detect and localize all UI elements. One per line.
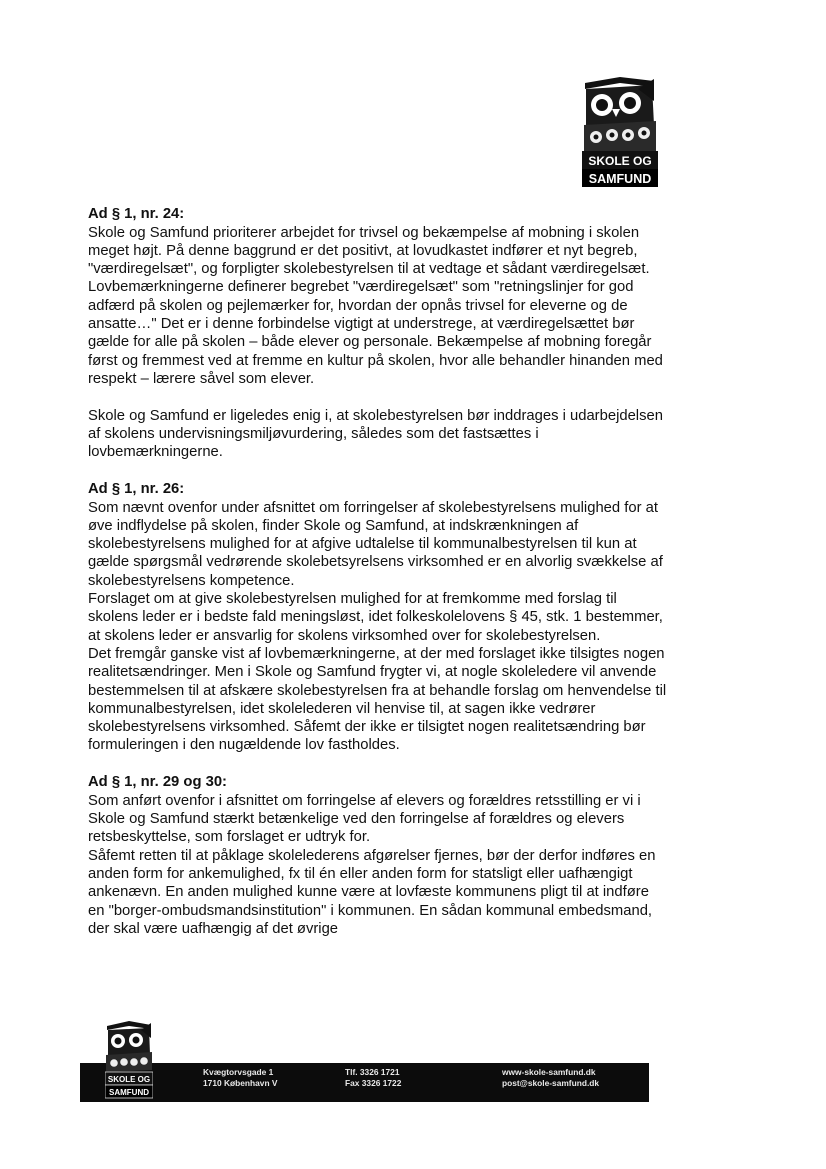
paragraph-gap: [88, 388, 668, 407]
footer-email-link[interactable]: post@skole-samfund.dk: [502, 1077, 600, 1088]
footer-contact: [502, 1067, 599, 1088]
footer-web-link[interactable]: www-skole-samfund.dk: [502, 1067, 596, 1077]
section-heading-1: Ad § 1, nr. 24:: [88, 206, 185, 222]
footer-logo-line2: SAMFUND: [109, 1088, 149, 1097]
section2-paragraph-1: Som nævnt ovenfor under afsnittet om forringelser af skolebestyrelsens mulighed for at øve indflydelse på skolen, finder Skole og Samfund, at indskrænkningen af skolebestyrelsens mulighed for at afgive udtalelse til kommunalbestyrelsen til kun at gælde spørgsmål vedrørende skolebetsyrelsens virksomhed er en alvorlig svækkelse af skolebestyrelsens kompetence.: [88, 499, 663, 589]
footer-fax: Fax 3326 1722: [345, 1077, 402, 1088]
section1-paragraph-1: Skole og Samfund prioriterer arbejdet for trivsel og bekæmpelse af mobning i skolen meget højt. På denne baggrund er det positivt, at lovudkastet indfører et nyt begreb, "værdiregelsæt", og forpligter skolebestyrelsen til at vedtage et sådant værdiregelsæt. Lovbemærkningerne definerer begrebet "værdiregelsæt" som "retningslinjer for god adfærd på skolen og pejlemærker for, hvordan der opnås trivsel for eleverne og de ansatte…" Det er i denne forbindelse vigtigt at understrege, at værdiregelsættet bør gælde for alle på skolen – både elever og personale. Bekæmpelse af mobning foregår først og fremmest ved at fremme en kultur på skolen, hvor alle behandler hinanden med respekt – lærere såvel som elever.: [88, 224, 663, 387]
logo-line2: SAMFUND: [588, 172, 652, 186]
logo-line1: SKOLE OG: [588, 154, 652, 168]
section-heading-3: Ad § 1, nr. 29 og 30:: [88, 774, 227, 791]
owl-logo-icon: [582, 75, 658, 187]
footer-tel: Tlf. 3326 1721: [345, 1067, 400, 1077]
section2-paragraph-2: Forslaget om at give skolebestyrelsen mulighed for at fremkomme med forslag til skolens leder er i bedste fald meningsløst, idet folkeskolelovens § 45, stk. 1 bestemmer, at skolens leder er ansvarlig for skolens virksomhed over for skolebestyrelsen.: [88, 591, 663, 644]
skole-og-samfund-logo: [582, 75, 658, 187]
footer-logo: [105, 1020, 153, 1100]
section-gap: [88, 462, 668, 481]
section3-paragraph-2: Såfemt retten til at påklage skolelederens afgørelser fjernes, bør der derfor indføres en anden form for ankemulighed, fx til én eller anden form for statsligt eller uafhængigt ankenævn. En anden mulighed kunne være at lovfæste kommunens pligt til at indføre en "borger-ombudsmandsinstitution" i kommunen. En sådan kommunal embedsmand, der skal være uafhængig af det øvrige: [88, 847, 656, 937]
footer-address: [203, 1067, 277, 1088]
section2-paragraph-3: Det fremgår ganske vist af lovbemærkningerne, at der med forslaget ikke tilsigtes nogen realitetsændringer. Men i Skole og Samfund frygter vi, at nogle skoleledere vil anvende bestemmelsen til at afskære skolebestyrelsen fra at behandle forslag om henvendelse til kommunalbestyrelsen, idet skolelederen vil henvise til, at sagen ikke vedrører skolebestyrelsens virksomhed. Såfemt der ikke er tilsigtet nogen realitetsændring bør formuleringen i den nugældende lov fastholdes.: [88, 645, 667, 754]
section1-paragraph-2: Skole og Samfund er ligeledes enig i, at skolebestyrelsen bør inddrages i udarbejdelsen af skolens undervisningsmiljøvurdering, således som det fastsættes i lovbemærkningerne.: [88, 407, 663, 461]
footer-logo-line1: SKOLE OG: [107, 1075, 151, 1084]
footer-phone: [345, 1067, 401, 1088]
footer-address-street: Kvægtorvsgade 1: [203, 1067, 274, 1077]
section3-paragraph-1: Som anført ovenfor i afsnittet om forringelse af elevers og forældres retsstilling er vi i Skole og Samfund stærkt betænkelige ved den forringelse af forældres og elevers retsbeskyttelse, som forslaget er udtryk for.: [88, 792, 641, 846]
section-gap: [88, 755, 668, 774]
section-heading-2: Ad § 1, nr. 26:: [88, 481, 185, 498]
owl-logo-icon: [105, 1020, 153, 1100]
document-body: [88, 205, 668, 938]
footer-address-city: 1710 København V: [203, 1077, 278, 1088]
